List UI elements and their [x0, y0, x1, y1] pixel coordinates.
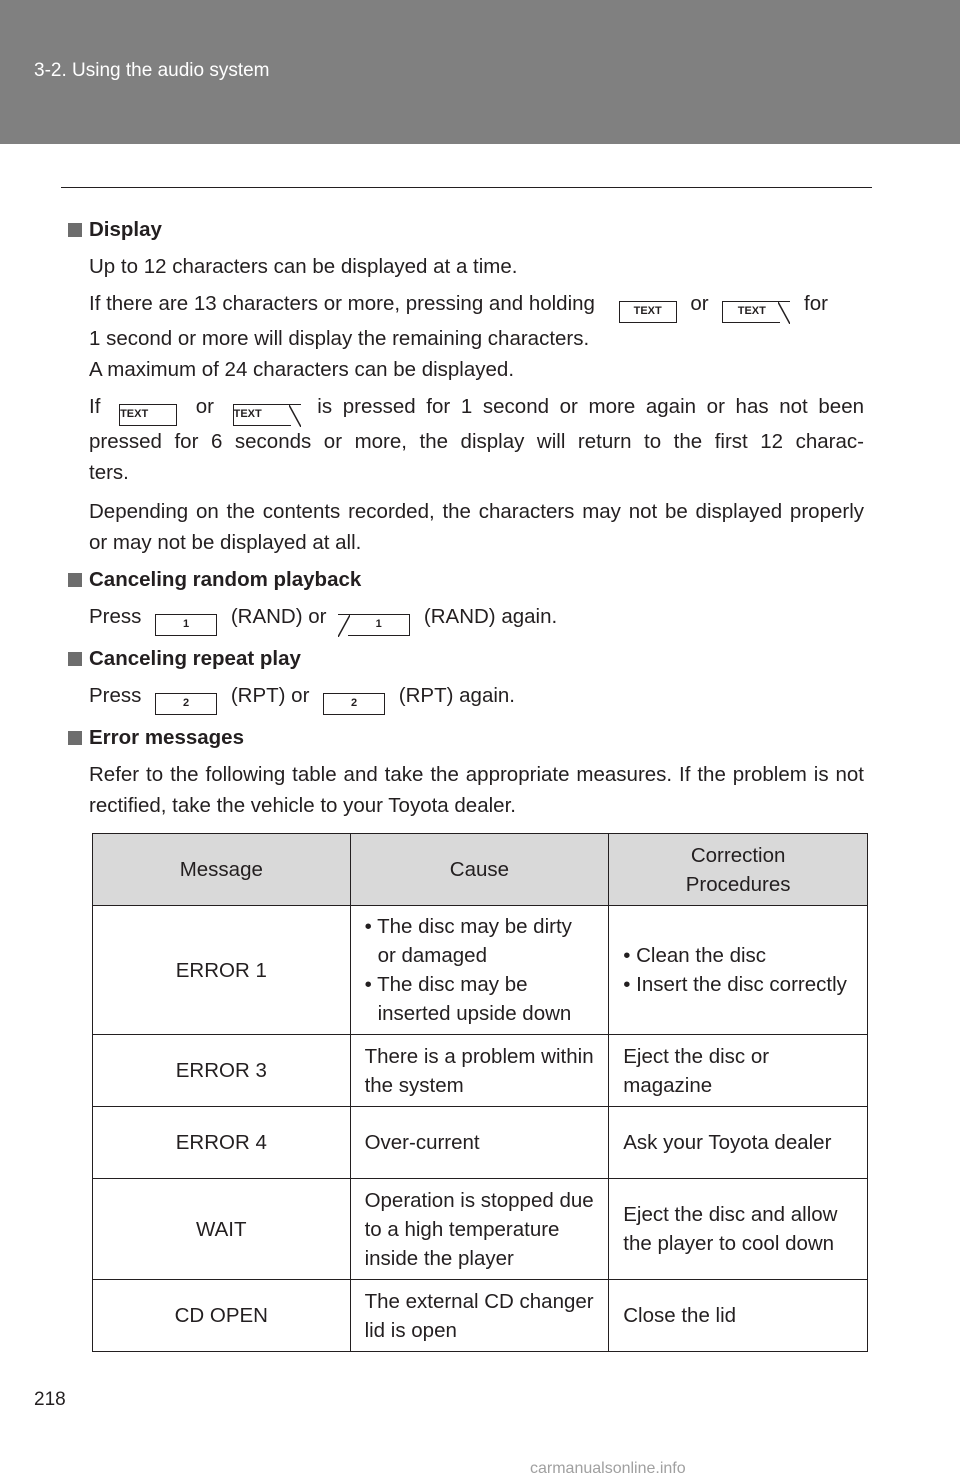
text-button-icon: TEXT	[119, 404, 177, 426]
cause-cell: There is a problem within the system	[350, 1035, 609, 1107]
col-header-message: Message	[93, 834, 351, 906]
correction-cell: Ask your Toyota dealer	[609, 1107, 868, 1179]
table-header-row	[93, 834, 868, 906]
display-p3: If TEXT or TEXT is pressed for 1 second or more again or has not been pressed for 6 seconds or more, the display will return to the first 12 charac- ters.	[89, 395, 865, 484]
button-1-slant-icon: 1	[348, 614, 410, 636]
correction-cell: Eject the disc and allow the player to cool down	[609, 1179, 868, 1280]
display-p4: Depending on the contents recorded, the characters may not be displayed properly or may not be displayed at all.	[89, 500, 864, 554]
button-1-icon: 1	[155, 614, 217, 636]
table-row	[93, 1280, 868, 1352]
cause-cell: The external CD changer lid is open	[350, 1280, 609, 1352]
col-header-cause: Cause	[350, 834, 609, 906]
display-heading: Display	[68, 214, 864, 245]
bullet-square-icon	[68, 652, 82, 666]
cause-cell: Operation is stopped due to a high temperature inside the player	[350, 1179, 609, 1280]
section-title: 3-2. Using the audio system	[34, 60, 270, 81]
table-row	[93, 906, 868, 1035]
error-table	[92, 833, 868, 1352]
text-button-slant-icon: TEXT	[233, 404, 291, 426]
text-button-slant-icon: TEXT	[722, 301, 780, 323]
repeat-heading: Canceling repeat play	[68, 643, 864, 674]
page-number: 218	[34, 1389, 66, 1410]
bullet-square-icon	[68, 223, 82, 237]
cause-cell: • The disc may be dirty or damaged • The disc may be inserted upside down	[350, 906, 609, 1035]
correction-cell: • Clean the disc • Insert the disc correctly	[609, 906, 868, 1035]
header-rule	[61, 187, 872, 188]
text-button-icon: TEXT	[619, 301, 677, 323]
correction-cell: Eject the disc or magazine	[609, 1035, 868, 1107]
content	[68, 214, 864, 821]
display-p1: Up to 12 characters can be displayed at a time.	[89, 255, 518, 278]
bullet-square-icon	[68, 573, 82, 587]
message-cell: ERROR 3	[93, 1035, 351, 1107]
random-p1: Press 1 (RAND) or 1 (RAND) again.	[68, 601, 864, 636]
message-cell: ERROR 4	[93, 1107, 351, 1179]
repeat-p1: Press 2 (RPT) or 2 (RPT) again.	[68, 680, 864, 715]
col-header-correction: Correction Procedures	[609, 834, 868, 906]
page-header	[0, 0, 960, 144]
correction-cell: Close the lid	[609, 1280, 868, 1352]
table-row	[93, 1179, 868, 1280]
message-cell: WAIT	[93, 1179, 351, 1280]
errors-p1: Refer to the following table and take the appropriate measures. If the problem is not rectified, take the vehicle to your Toyota dealer.	[89, 763, 864, 817]
table-row	[93, 1107, 868, 1179]
table-row	[93, 1035, 868, 1107]
message-cell: CD OPEN	[93, 1280, 351, 1352]
cause-cell: Over-current	[350, 1107, 609, 1179]
button-2-icon: 2	[155, 693, 217, 715]
random-heading: Canceling random playback	[68, 564, 864, 595]
message-cell: ERROR 1	[93, 906, 351, 1035]
watermark: carmanualsonline.info	[530, 1460, 686, 1477]
display-p2: If there are 13 characters or more, pressing and holding TEXT or TEXT for 1 second or more will display the remaining characters. A maximum of 24 characters can be displayed.	[89, 292, 828, 381]
errors-heading: Error messages	[68, 722, 864, 753]
bullet-square-icon	[68, 731, 82, 745]
button-2-icon: 2	[323, 693, 385, 715]
